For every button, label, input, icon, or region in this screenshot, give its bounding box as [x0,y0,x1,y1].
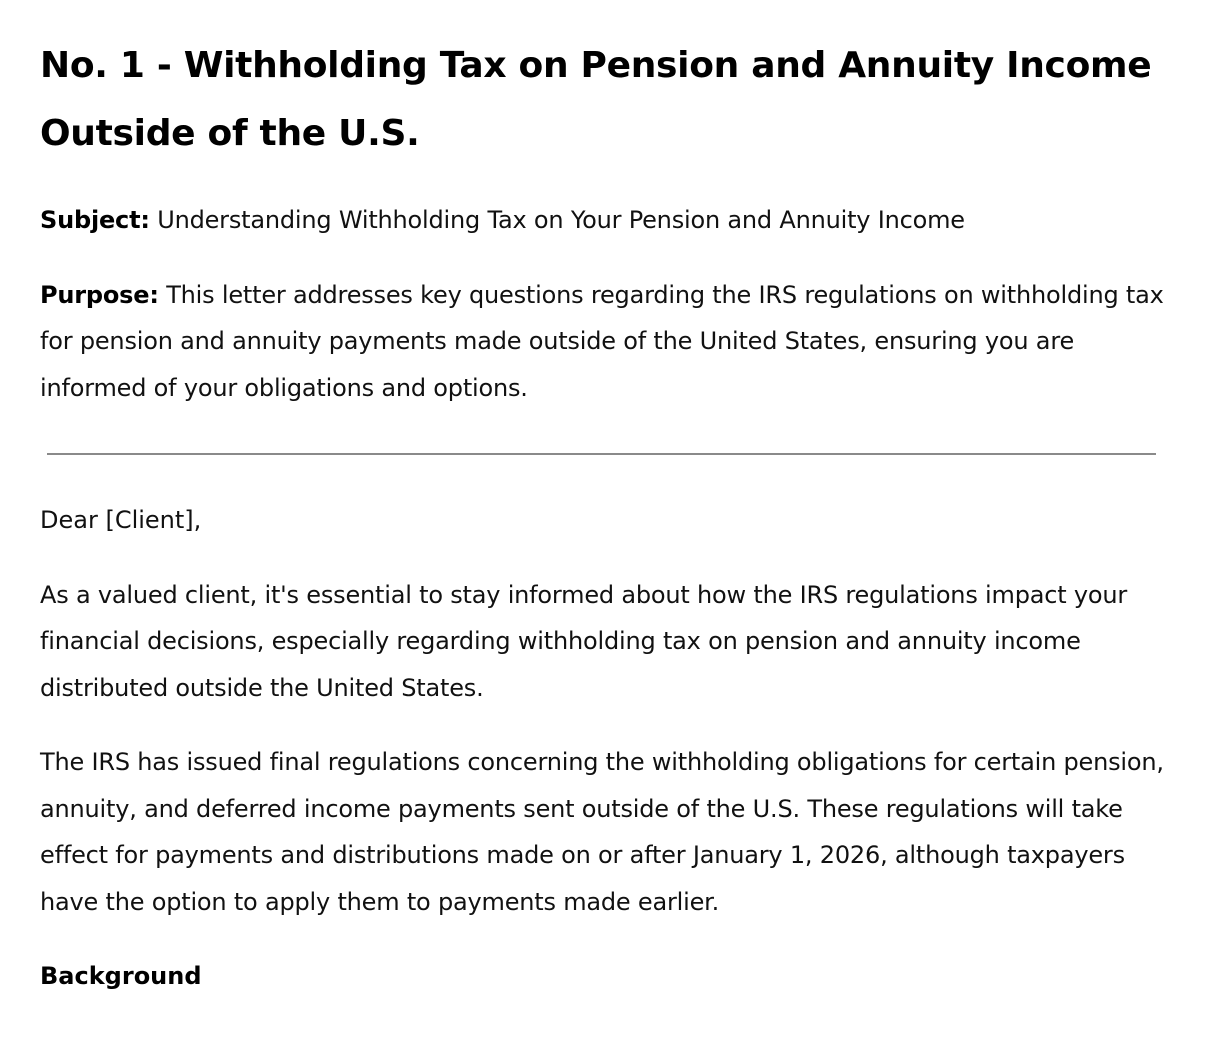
body-paragraph-2: The IRS has issued final regulations concerning the withholding obligations for certain pension, annuity, and deferred income payments sent outside of the U.S. These regulations will take effect for payments and distributions made on or after January 1, 2026, although taxpayers have the option to apply them to payments made earlier. [40,748,1164,916]
purpose-line [40,272,1165,412]
salutation: Dear [Client], [40,506,202,534]
subject-label: Subject: [40,206,150,234]
page-title: No. 1 - Withholding Tax on Pension and Annuity Income Outside of the U.S. [40,45,1152,154]
subject-text: Understanding Withholding Tax on Your Pension and Annuity Income [157,206,965,234]
section-divider [47,453,1156,455]
section-heading-background: Background [40,962,202,990]
purpose-text: This letter addresses key questions regarding the IRS regulations on withholding tax for pension and annuity payments made outside of the United States, ensuring you are informed of your obligations and options. [40,280,1164,402]
purpose-label: Purpose: [40,280,159,309]
body-paragraph-1: As a valued client, it's essential to stay informed about how the IRS regulations impact your financial decisions, especially regarding withholding tax on pension and annuity income distributed outside the United States. [40,580,1128,702]
subject-line [40,197,1172,244]
